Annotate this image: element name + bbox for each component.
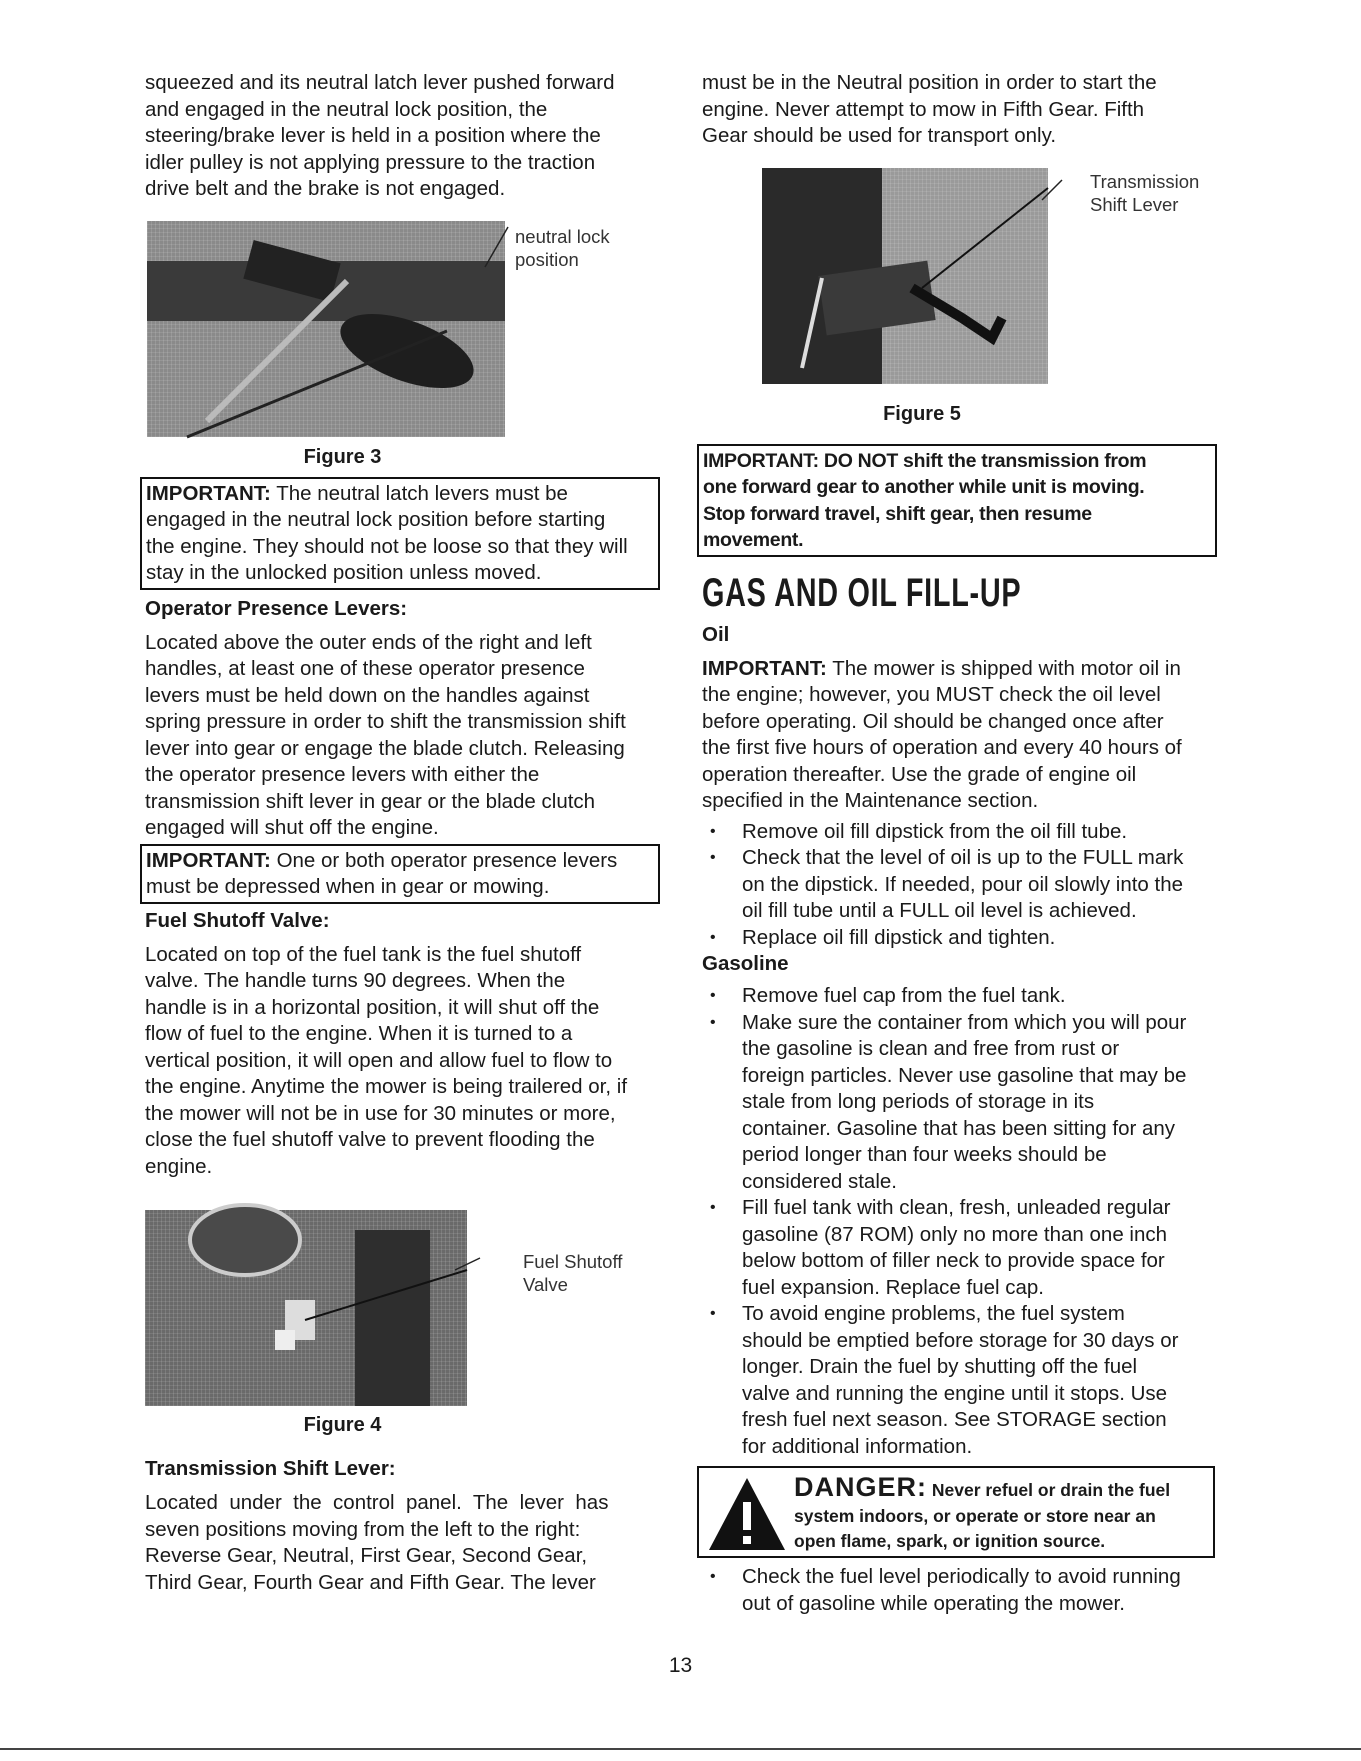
body-line: engine. <box>145 1154 213 1178</box>
list-item: • To avoid engine problems, the fuel system should be emptied before storage for 30 days or longer. Drain the fuel by shutting off the fuel valve and running the engine until it stops. Use fresh fuel next season. See STORAGE section for additional information. <box>702 1301 1187 1460</box>
body-line: valve. The handle turns 90 degrees. When the <box>145 969 566 992</box>
figure-3 <box>145 203 660 471</box>
left-column <box>145 70 660 1596</box>
fuel-valve-illustration <box>145 1210 467 1406</box>
body-line: Third Gear, Fourth Gear and Fifth Gear. The lever <box>145 1570 596 1594</box>
intro-line: engine. Never attempt to mow in Fifth Gear. Fifth <box>702 97 1145 121</box>
important-label: IMPORTANT: <box>146 848 271 872</box>
important-text: The neutral latch levers must be <box>270 481 568 505</box>
handle-lever-illustration <box>147 221 505 437</box>
body-line: Located on top of the fuel tank is the fuel shutoff <box>145 942 582 966</box>
right-column <box>702 70 1222 1617</box>
body-line: operation thereafter. Use the grade of engine oil <box>702 762 1137 786</box>
figure-5-photo <box>762 168 1048 384</box>
intro-line: steering/brake lever is held in a position where the <box>145 124 601 147</box>
body-line: engaged will shut off the engine. <box>145 816 439 839</box>
figure-4-caption: Figure 4 <box>303 1414 382 1436</box>
intro-line: and engaged in the neutral lock position, the <box>145 97 548 121</box>
important-warning-box <box>697 444 1217 557</box>
body-line: Located under the control panel. The lever has <box>145 1491 609 1514</box>
callout-position: position <box>515 248 579 270</box>
important-text: Stop forward travel, shift gear, then resume <box>703 502 1092 525</box>
important-text: One or both operator presence levers <box>270 848 618 872</box>
gasoline-bullet-list <box>702 983 1187 1460</box>
body-line: the engine; however, you MUST check the oil level <box>702 683 1161 706</box>
body-line: the engine. Anytime the mower is being trailered or, if <box>145 1075 628 1098</box>
transmission-heading: Transmission Shift Lever: <box>145 1457 396 1480</box>
danger-text: Never refuel or drain the fuel <box>927 1480 1171 1500</box>
body-line: transmission shift lever in gear or the blade clutch <box>145 789 596 813</box>
important-label: IMPORTANT: <box>702 656 827 680</box>
body-line: vertical position, it will open and allow fuel to flow to <box>145 1048 613 1072</box>
body-line: the mower will not be in use for 30 minutes or more, <box>145 1101 616 1125</box>
danger-text: system indoors, or operate or store near an <box>794 1506 1156 1526</box>
body-line: handles, at least one of these operator presence <box>145 657 585 680</box>
body-line: specified in the Maintenance section. <box>702 789 1039 812</box>
important-note-box <box>140 477 660 590</box>
list-item: • Remove oil fill dipstick from the oil fill tube. <box>702 819 1187 846</box>
body-line: the operator presence levers with either the <box>145 763 540 786</box>
figure-3-caption: Figure 3 <box>303 445 382 468</box>
callout-shift-lever: Shift Lever <box>1090 193 1179 215</box>
important-text: engaged in the neutral lock position before starting <box>146 508 606 531</box>
oil-bullet-list <box>702 819 1187 952</box>
body-line: seven positions moving from the left to the right: <box>145 1517 581 1541</box>
body-line: the first five hours of operation and every 40 hours of <box>702 736 1182 759</box>
callout-valve: Valve <box>523 1274 568 1295</box>
important-note-box <box>140 844 660 904</box>
body-line: before operating. Oil should be changed once after <box>702 709 1164 733</box>
danger-label: DANGER: <box>794 1472 927 1502</box>
list-item: • Check the fuel level periodically to avoid running out of gasoline while operating the mower. <box>702 1564 1187 1617</box>
warning-triangle-icon <box>707 1474 787 1554</box>
body-line: lever into gear or engage the blade clutch. Releasing <box>145 736 625 760</box>
danger-text: open flame, spark, or ignition source. <box>794 1531 1106 1551</box>
important-text: must be depressed when in gear or mowing. <box>146 875 550 898</box>
important-text: stay in the unlocked position unless moved. <box>146 561 542 584</box>
intro-line: drive belt and the brake is not engaged. <box>145 177 506 200</box>
body-line: close the fuel shutoff valve to prevent flooding the <box>145 1128 595 1151</box>
body-text: The mower is shipped with motor oil in <box>826 656 1181 680</box>
body-line: Located above the outer ends of the right and left <box>145 630 592 654</box>
danger-warning-box <box>697 1466 1215 1558</box>
footer-rule <box>0 1748 1361 1750</box>
gasoline-heading: Gasoline <box>702 952 789 975</box>
fuel-shutoff-heading: Fuel Shutoff Valve: <box>145 908 330 932</box>
figure-3-photo <box>147 221 505 437</box>
callout-neutral-lock: neutral lock <box>515 225 610 247</box>
figure-5-caption: Figure 5 <box>883 402 961 425</box>
body-line: levers must be held down on the handles against <box>145 683 590 707</box>
intro-line: idler pulley is not applying pressure to the traction <box>145 150 596 174</box>
section-heading: GAS AND OIL FILL-UP <box>702 570 1022 615</box>
page-number: 13 <box>668 1654 693 1677</box>
shift-lever-illustration <box>762 168 1048 384</box>
intro-line: Gear should be used for transport only. <box>702 124 1057 147</box>
body-line: spring pressure in order to shift the transmission shift <box>145 710 626 733</box>
final-bullet-list <box>702 1564 1187 1617</box>
important-text: IMPORTANT: DO NOT shift the transmission from <box>703 449 1147 472</box>
body-line: handle is in a horizontal position, it will shut off the <box>145 995 600 1019</box>
list-item: • Replace oil fill dipstick and tighten. <box>702 925 1187 952</box>
list-item: • Check that the level of oil is up to the FULL mark on the dipstick. If needed, pour oil slowly into the oil fill tube until a FULL oil level is achieved. <box>702 845 1187 925</box>
operator-presence-heading: Operator Presence Levers: <box>145 596 408 620</box>
figure-5 <box>702 150 1222 438</box>
list-item: • Make sure the container from which you will pour the gasoline is clean and free from rust or foreign particles. Never use gasoline that may be stale from long periods of storage in its container. Gasoline that has been sitting for any period longer than four weeks should be considered stale. <box>702 1010 1187 1196</box>
list-item: • Fill fuel tank with clean, fresh, unleaded regular gasoline (87 ROM) only no more than one inch below bottom of filler neck to provide space for fuel expansion. Replace fuel cap. <box>702 1195 1187 1301</box>
important-text: movement. <box>703 529 804 551</box>
intro-line: must be in the Neutral position in order to start the <box>702 71 1157 94</box>
important-text: the engine. They should not be loose so that they will <box>146 534 628 558</box>
oil-heading: Oil <box>702 622 730 646</box>
list-item: • Remove fuel cap from the fuel tank. <box>702 983 1187 1010</box>
body-line: flow of fuel to the engine. When it is turned to a <box>145 1022 573 1045</box>
callout-fuel-shutoff: Fuel Shutoff <box>523 1251 623 1272</box>
figure-4 <box>145 1180 660 1450</box>
figure-4-photo <box>145 1210 467 1406</box>
body-line: Reverse Gear, Neutral, First Gear, Second Gear, <box>145 1544 588 1567</box>
important-label: IMPORTANT: <box>146 481 271 505</box>
callout-transmission: Transmission <box>1090 170 1200 192</box>
important-text: one forward gear to another while unit is moving. <box>703 476 1145 498</box>
intro-line: squeezed and its neutral latch lever pushed forward <box>145 71 615 94</box>
